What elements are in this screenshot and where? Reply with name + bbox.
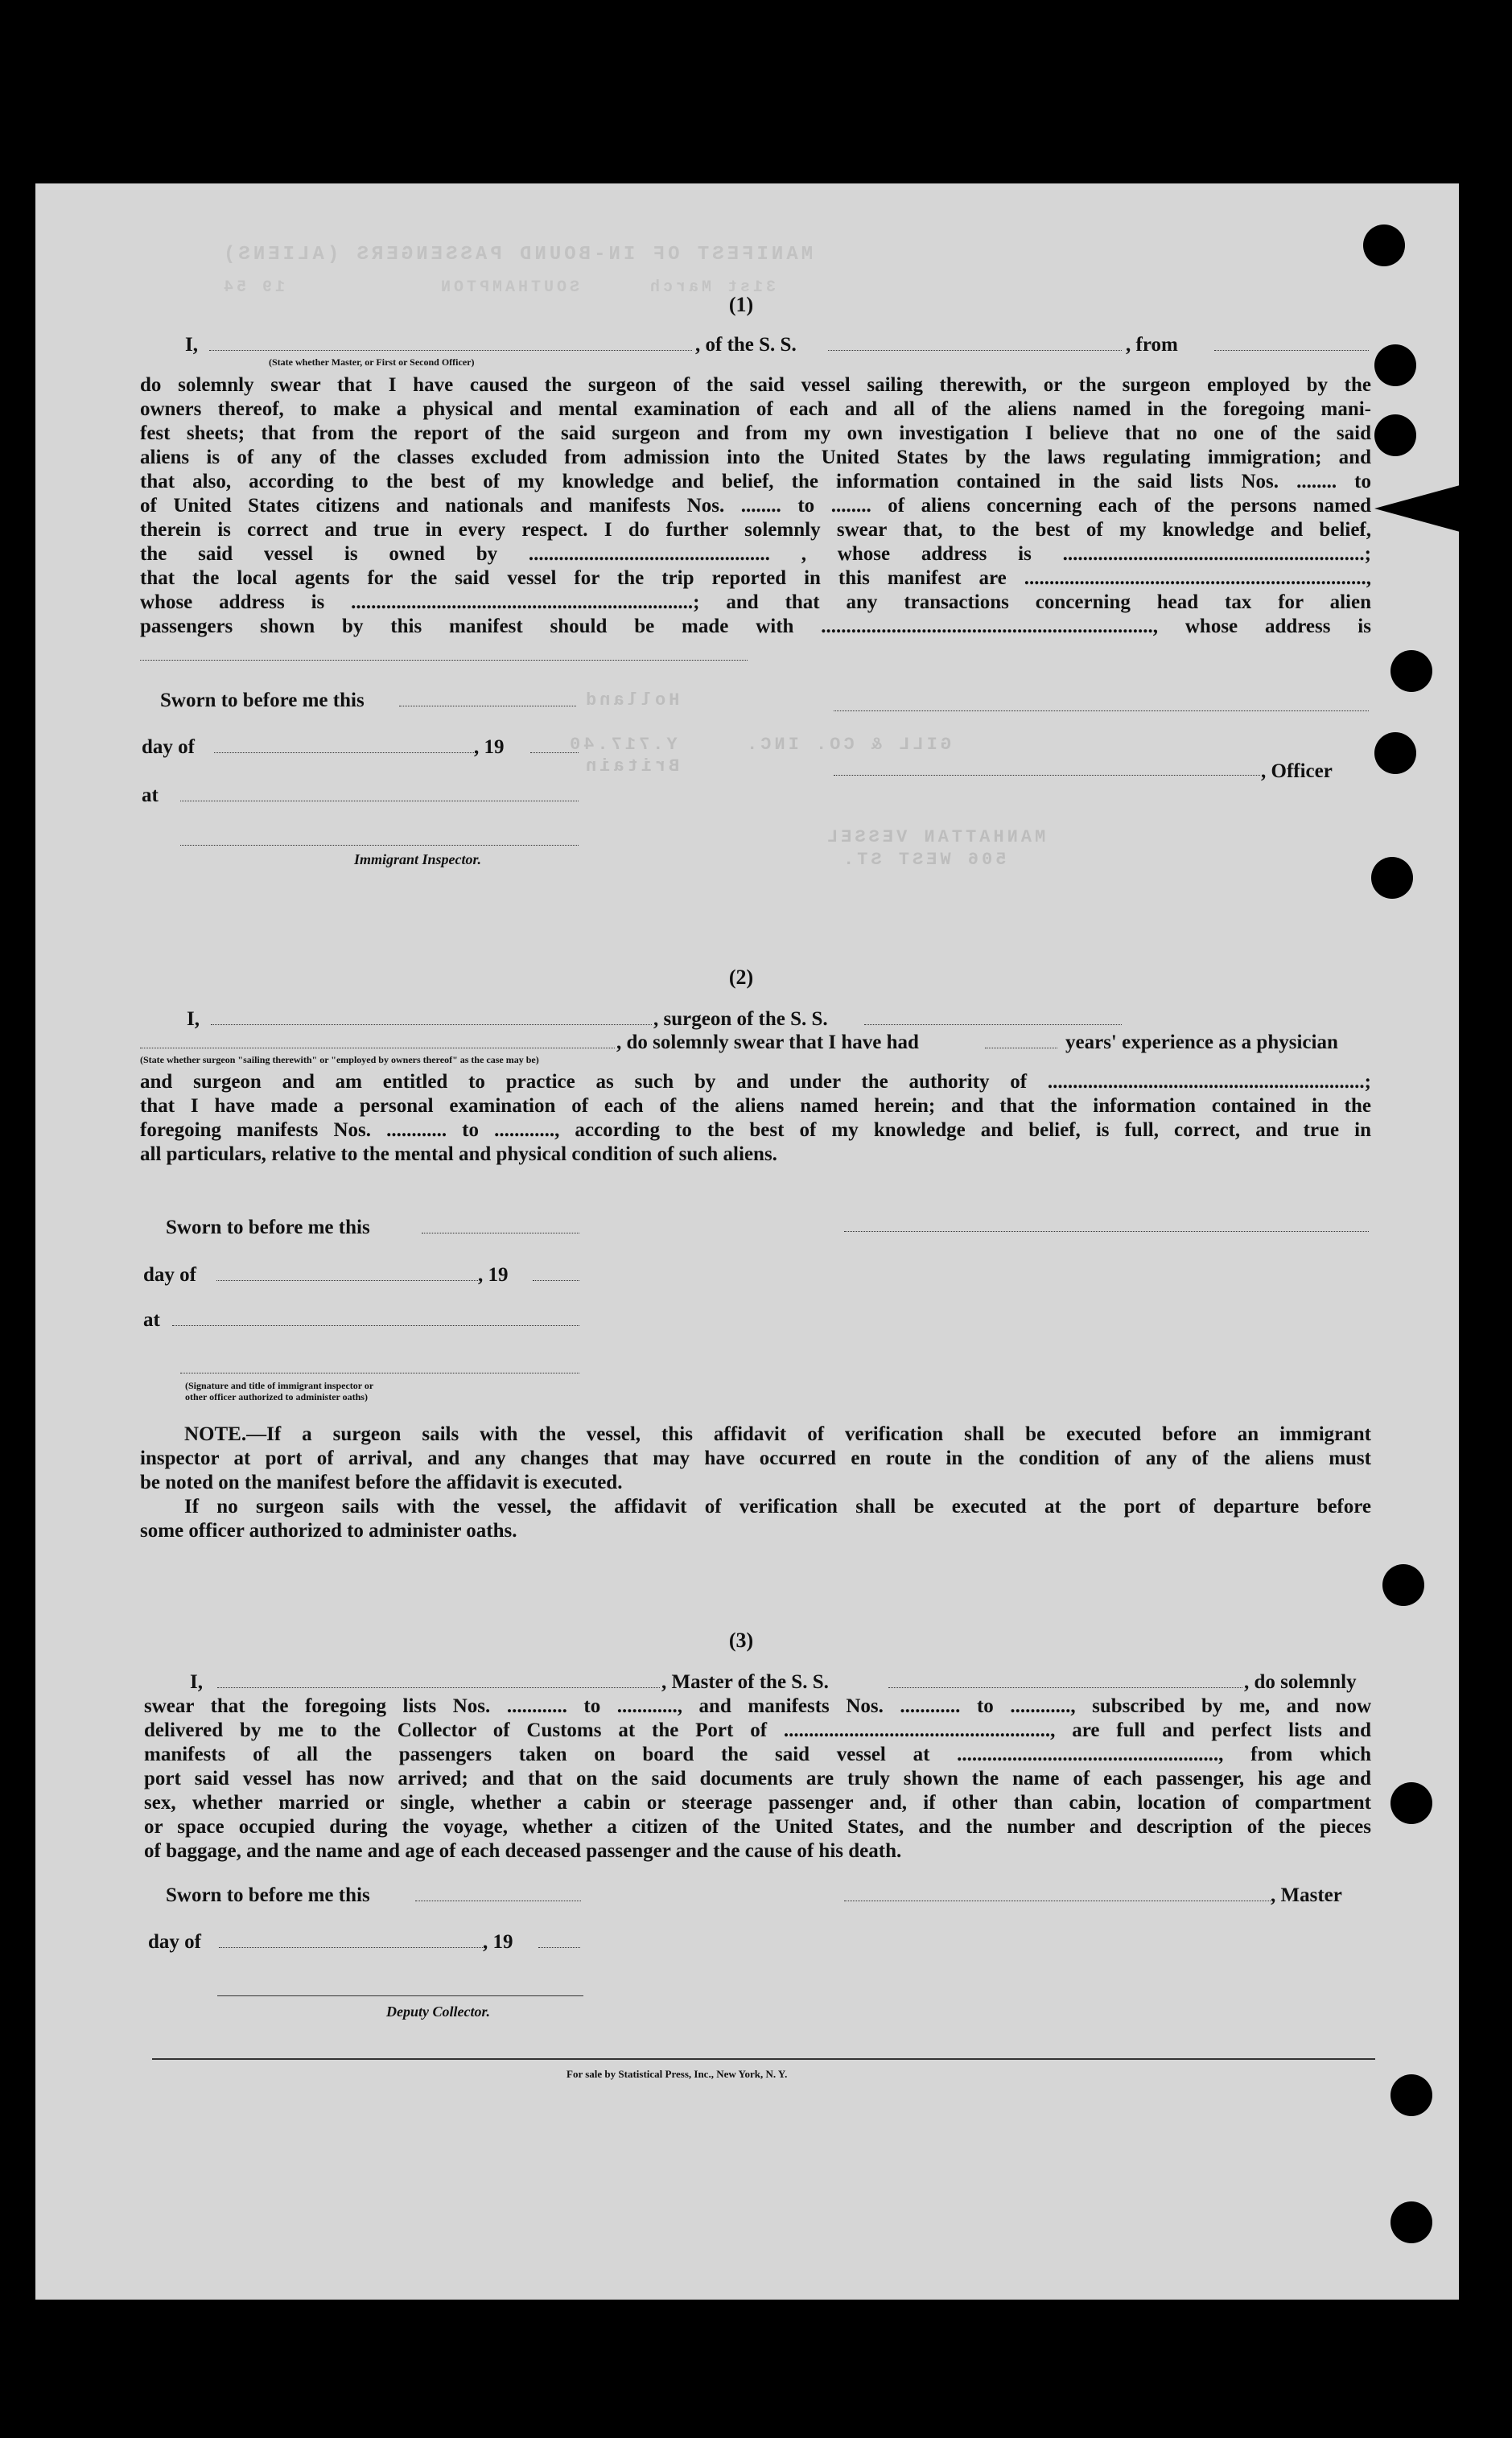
year-field-3[interactable] [538, 1947, 580, 1948]
bleed-through-line: Holland [583, 690, 680, 710]
swear-label: , do solemnly swear that I have had [616, 1032, 919, 1053]
day-of-label-2: day of [143, 1264, 196, 1286]
section-2-oath-text: and surgeon and am entitled to practice as such by and under the authority of ...............................................................; that I have made a personal examination of each of the aliens named herein; and that the information contained in the foregoing manifests Nos. ............ to ............, according to the best of my knowledge and belief, is full, correct, and true in all particulars, relative to the mental and physical condition of such aliens. [140, 1071, 1371, 1165]
day-of-field-2[interactable] [216, 1280, 478, 1281]
of-ss-label: , of the S. S. [695, 334, 797, 356]
bleed-through-route: SOUTHAMPTON [438, 278, 580, 297]
day-of-label: day of [142, 736, 195, 758]
day-of-label-3: day of [148, 1931, 201, 1953]
year-label: , 19 [474, 736, 505, 758]
year-label-2: , 19 [478, 1264, 509, 1286]
do-solemnly-label: , do solemnly [1244, 1671, 1357, 1693]
bleed-through-line: Y.717.40 [566, 735, 678, 755]
manifest-page [35, 183, 1459, 2300]
section-2-number: (2) [728, 966, 754, 989]
oath-i-label: I, [185, 334, 198, 356]
footer-rule [152, 2058, 1375, 2060]
officer-title-caption: (State whether Master, or First or Second Officer) [269, 356, 475, 368]
bleed-through-line: Britain [583, 756, 680, 776]
section-1-oath-text: do solemnly swear that I have caused the surgeon of the said vessel sailing therewith, or the surgeon employed by the owners thereof, to make a physical and mental examination of each and all of the aliens named in the foregoing mani- fest sheets; that from the report of the said surgeon and from my own investigation I believe that no one of the said aliens is of any of the classes excluded from admission into the United States by the laws regulating immigration; and that also, according to the best of my knowledge and belief, the information contained in the said lists Nos. ........ to of United States citizens and nationals and manifests Nos. ........ to ........ of aliens concerning each of the persons named therein is correct and true in every respect. I do further solemnly swear that, to the best of my knowledge and belief, the said vessel is owned by ................................................ , whose address is ............................................................; that the local agents for the said vessel for the trip reported in this manifest are ...................................................................., whose address is ....................................................................; and that any transactions concerning head tax for alien passengers shown by this manifest should be made with .................................................................., whose address is [140, 374, 1371, 637]
years-label: years' experience as a physician [1065, 1032, 1338, 1053]
torn-edge [1374, 484, 1463, 533]
at-place-field-2[interactable] [172, 1325, 579, 1326]
note-text: NOTE.—If a surgeon sails with the vessel, this affidavit of verification shall be executed before an immigrant inspector at port of arrival, and any changes that may have occurred en route in the condition of any of the aliens must be noted on the manifest before the affidavit is executed. If no surgeon sails with the vessel, the affidavit of verification shall be executed at the port of departure before some officer authorized to administer oaths. [140, 1423, 1371, 1542]
officer-name-field[interactable] [209, 350, 692, 351]
bleed-through-year: 19 54 [220, 278, 286, 297]
punch-hole [1390, 650, 1432, 692]
sworn-label-2: Sworn to before me this [166, 1217, 370, 1238]
punch-hole [1374, 414, 1416, 456]
officer-signature-line-1[interactable] [834, 710, 1369, 711]
punch-hole [1374, 732, 1416, 774]
year-label-3: , 19 [483, 1931, 513, 1953]
master-vessel-field[interactable] [888, 1687, 1242, 1688]
bleed-through-line: MANHATTAN VESSEL [824, 827, 1046, 847]
officer-signature-line-2[interactable] [834, 775, 1260, 776]
bleed-through-title: MANIFEST OF IN-BOUND PASSENGERS (ALIENS) [220, 244, 814, 266]
day-of-field[interactable] [214, 752, 476, 753]
officer-label: , Officer [1261, 760, 1333, 782]
punch-hole [1374, 344, 1416, 386]
year-field-2[interactable] [533, 1280, 579, 1281]
at-label-2: at [143, 1309, 160, 1331]
surgeon-status-caption: (State whether surgeon "sailing therewith" or "employed by owners thereof" as the case may be) [140, 1054, 539, 1065]
punch-hole [1371, 857, 1413, 899]
year-field[interactable] [530, 752, 579, 753]
sworn-label: Sworn to before me this [160, 690, 365, 711]
deputy-signature-line[interactable] [217, 1995, 583, 1996]
section-3-oath-text: swear that the foregoing lists Nos. ............ to ............, and manifests Nos. ............ to ............, subscribed by me, and now delivered by me to the Collector of Customs at the Port of ....................................................., are full and perfect lists and manifests of all the passengers taken on board the said vessel at ...................................................., from which port said vessel has now arrived; and that on the said documents are truly shown the name of each passenger, his age and sex, whether married or single, whether a cabin or steerage passenger and, if other than cabin, location of compartment or space occupied during the voyage, whether a citizen of the United States, and the number and description of the pieces of baggage, and the name and age of each deceased passenger and the cause of his death. [144, 1695, 1371, 1862]
punch-hole [1390, 2201, 1432, 2243]
punch-hole [1382, 1564, 1424, 1606]
punch-hole [1363, 224, 1405, 266]
bleed-through-line: GILL & CO. INC. [744, 735, 952, 755]
printer-imprint: For sale by Statistical Press, Inc., New York, N. Y. [566, 2068, 788, 2080]
sworn-label-3: Sworn to before me this [166, 1884, 370, 1906]
signature-caption-1: (Signature and title of immigrant inspector or [185, 1380, 374, 1391]
deputy-collector-caption: Deputy Collector. [386, 2004, 490, 2020]
inspector-signature-line[interactable] [180, 845, 579, 846]
agent-address-field[interactable] [140, 660, 748, 661]
from-label: , from [1126, 334, 1178, 356]
surgeon-i-label: I, [187, 1008, 200, 1030]
bleed-through-date: 31st March [647, 278, 777, 297]
punch-hole [1390, 1782, 1432, 1824]
surgeon-vessel-field[interactable] [864, 1024, 1122, 1025]
vessel-name-field[interactable] [828, 350, 1122, 351]
day-of-field-3[interactable] [219, 1947, 484, 1948]
surgeon-name-field[interactable] [211, 1024, 652, 1025]
master-i-label: I, [190, 1671, 203, 1693]
surgeon-of-label: , surgeon of the S. S. [653, 1008, 828, 1030]
master-name-field[interactable] [217, 1687, 660, 1688]
from-port-field[interactable] [1214, 350, 1369, 351]
bleed-through-line: 506 WEST ST. [840, 850, 1007, 870]
surgeon-signature-line[interactable] [844, 1231, 1369, 1232]
section-3-number: (3) [728, 1629, 754, 1652]
master-label: , Master [1271, 1884, 1342, 1906]
punch-hole [1390, 2074, 1432, 2116]
inspector-caption: Immigrant Inspector. [354, 851, 482, 867]
section-1-number: (1) [728, 293, 754, 316]
at-label: at [142, 785, 159, 806]
master-of-label: , Master of the S. S. [661, 1671, 829, 1693]
signature-caption-2: other officer authorized to administer oaths) [185, 1391, 368, 1402]
